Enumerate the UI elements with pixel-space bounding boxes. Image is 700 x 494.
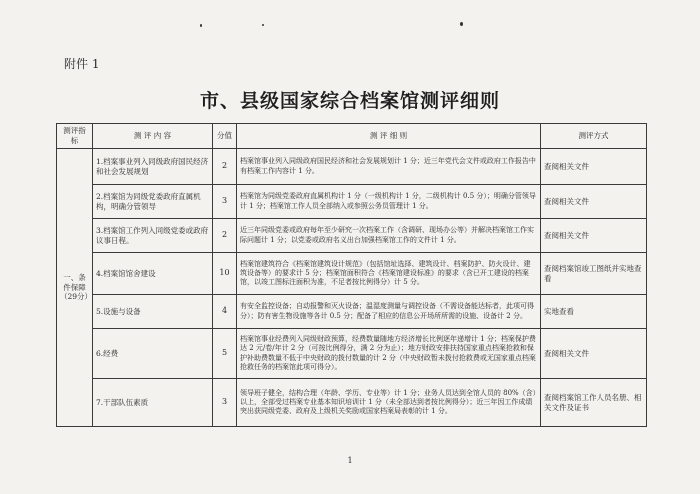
table-row [57,295,647,329]
score-cell: 3 [213,379,237,427]
header-detail: 测 评 细 则 [237,124,541,149]
page-number: 1 [347,456,353,465]
table-row [57,219,647,253]
table-row [57,185,647,219]
detail-cell: 领导班子健全，结构合理（年龄、学历、专业等）计 1 分；业务人员达到全馆人员的 80%（含）以上，全部受过档案专业基本知识培训计 1 分（未全部达到者按比例得分）；近三年因工作成绩突出获同级党委、政府及上级机关奖励或国家档案局表彰的计 1 分。 [237,379,541,427]
header-score: 分值 [213,124,237,149]
detail-cell: 近三年同级党委或政府每年至少研究一次档案工作（含调研、现场办公等）并解决档案馆工作实际问题计 1 分；以党委或政府名义出台加强档案馆工作的文件计 1 分。 [237,219,541,253]
score-cell: 5 [213,329,237,379]
attachment-label: 附件 1 [64,57,100,71]
content-cell: 3.档案馆工作列入同级党委或政府议事日程。 [93,219,213,253]
content-cell: 4.档案馆馆舍建设 [93,253,213,295]
score-cell: 10 [213,253,237,295]
detail-cell: 档案馆建筑符合《档案馆建筑设计规范》（包括馆址选择、建筑设计、档案防护、防火设计、建筑设备等）的要求计 5 分；档案馆面积符合《档案馆建设标准》的要求（含已开工建设的档案馆，以竣工图标注面积为准，不足者按比例得分）计 5 分。 [237,253,541,295]
scan-speck [200,24,202,27]
method-cell: 查阅相关文件 [541,185,647,219]
document-title: 市、县级国家综合档案馆测评细则 [199,90,500,112]
method-cell: 查阅档案馆竣工图纸并实地查看 [541,253,647,295]
table-header-row [57,124,647,149]
method-cell: 查阅相关文件 [541,219,647,253]
evaluation-table [56,123,647,427]
score-cell: 2 [213,219,237,253]
table-row [57,379,647,427]
method-cell: 查阅相关文件 [541,149,647,185]
content-cell: 6.经费 [93,329,213,379]
scan-speck [460,22,463,26]
content-cell: 7.干部队伍素质 [93,379,213,427]
category-cell: 一、条件保障（29分） [57,149,93,427]
content-cell: 5.设施与设备 [93,295,213,329]
content-cell: 2.档案馆为同级党委政府直属机构，明确分管领导 [93,185,213,219]
detail-cell: 档案馆事业列入同级政府国民经济和社会发展规划计 1 分；近三年党代会文件或政府工作报告中有档案工作内容计 1 分。 [237,149,541,185]
method-cell: 查阅相关文件 [541,329,647,379]
score-cell: 4 [213,295,237,329]
table-row [57,329,647,379]
score-cell: 3 [213,185,237,219]
table-row [57,149,647,185]
header-method: 测评方式 [541,124,647,149]
score-cell: 2 [213,149,237,185]
method-cell: 实地查看 [541,295,647,329]
detail-cell: 有安全监控设备；自动报警和灭火设备；温湿度测量与调控设备（不需设备能达标者，此项可得分）；防有害生物设施等各计 0.5 分；配备了相应的信息公开场所所需的设施、设备计 2 分。 [237,295,541,329]
detail-cell: 档案馆为同级党委政府直属机构计 1 分（一级机构计 1 分，二级机构计 0.5 分）；明确分管领导计 1 分；档案馆工作人员全部纳入或参照公务员管理计 1 分。 [237,185,541,219]
scan-speck [262,24,264,26]
method-cell: 查阅档案馆工作人员名册、相关文件及证书 [541,379,647,427]
header-content: 测 评 内 容 [93,124,213,149]
header-indicator: 测评指标 [57,124,93,149]
table-row [57,253,647,295]
content-cell: 1.档案事业列入同级政府国民经济和社会发展规划 [93,149,213,185]
detail-cell: 档案馆事业经费列入同级财政预算，经费数量随地方经济增长比例逐年递增计 1 分；档案保护费达 2 元/卷/年计 2 分（可按比例得分，满 2 分为止）；地方财政安排扶持国家重点档案抢救和保护补助费数量不低于中央财政的拨付数量的计 2 分（中央财政暂未拨付抢救费或无国家重点档案抢救任务的档案馆此项可得分）。 [237,329,541,379]
